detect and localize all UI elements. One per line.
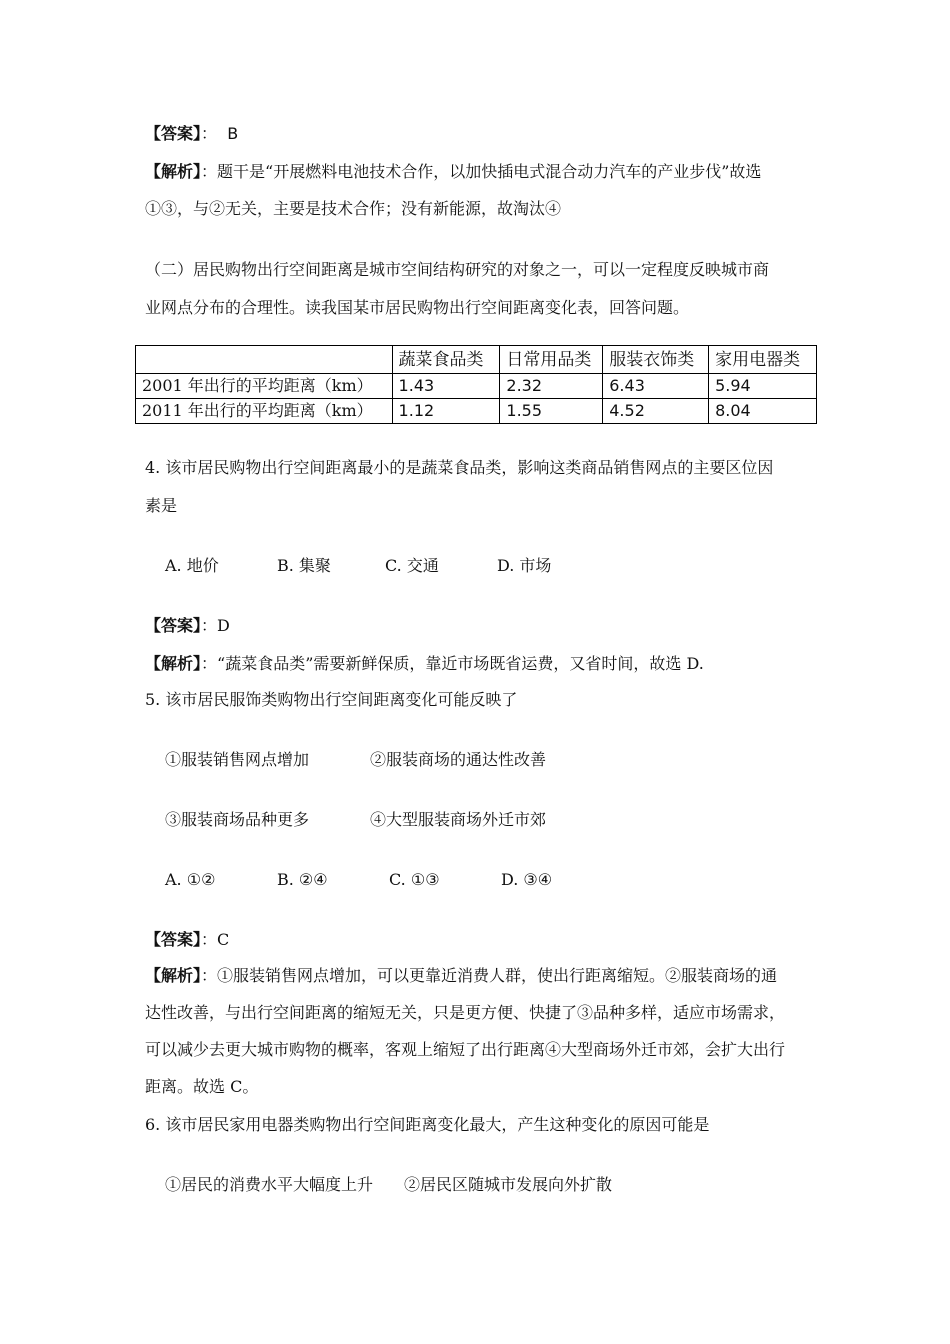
answer-label: 【答案】: [145, 616, 202, 635]
q4-stem-line2: 素是: [145, 496, 178, 515]
q5-answer: [145, 930, 229, 950]
value-cell: 6.43: [603, 374, 709, 399]
q5-item-3: ③服装商场品种更多: [165, 810, 310, 829]
q5-analysis: [145, 966, 777, 986]
answer-value: B: [227, 124, 239, 143]
header-cell: 日常用品类: [500, 346, 603, 374]
value-cell: 5.94: [709, 374, 817, 399]
value-cell: 1.43: [392, 374, 500, 399]
section-intro-line2: 业网点分布的合理性。读我国某市居民购物出行空间距离变化表，回答问题。: [145, 298, 690, 317]
header-cell: 家用电器类: [709, 346, 817, 374]
q4-answer: [145, 616, 230, 636]
answer-text: ：C: [201, 930, 230, 949]
answer-label: 【答案】: [145, 930, 202, 949]
q3-analysis-cont: ①③，与②无关，主要是技术合作；没有新能源，故淘汰④: [145, 199, 562, 218]
row-label-cell: 2011 年出行的平均距离（km）: [136, 399, 393, 424]
q5-option-a: A. ①②: [165, 870, 216, 889]
value-cell: 2.32: [500, 374, 603, 399]
q5-stem: 5. 该市居民服饰类购物出行空间距离变化可能反映了: [145, 690, 518, 709]
header-cell: 服装衣饰类: [603, 346, 709, 374]
analysis-text: ：“蔬菜食品类”需要新鲜保质，靠近市场既省运费，又省时间，故选 D.: [201, 654, 704, 673]
value-cell: 4.52: [603, 399, 709, 424]
value-cell: 1.55: [500, 399, 603, 424]
q3-answer: [145, 124, 238, 144]
header-cell: [136, 346, 393, 374]
q4-option-b: B. 集聚: [277, 556, 331, 575]
value-cell: 1.12: [392, 399, 500, 424]
distance-table: [135, 345, 817, 424]
q6-item-1: ①居民的消费水平大幅度上升: [165, 1175, 374, 1194]
q6-item-2: ②居民区随城市发展向外扩散: [404, 1175, 613, 1194]
q4-option-a: A. 地价: [165, 556, 219, 575]
q5-option-b: B. ②④: [277, 870, 328, 889]
section-intro-line1: （二）居民购物出行空间距离是城市空间结构研究的对象之一，可以一定程度反映城市商: [145, 260, 770, 279]
q5-item-1: ①服装销售网点增加: [165, 750, 310, 769]
q4-analysis: [145, 654, 704, 674]
header-cell: 蔬菜食品类: [392, 346, 500, 374]
q5-option-d: D. ③④: [501, 870, 553, 889]
answer-label: 【答案】: [145, 124, 202, 143]
table-row: [136, 374, 817, 399]
answer-text: ：D: [201, 616, 230, 635]
q4-option-c: C. 交通: [385, 556, 439, 575]
q3-analysis: [145, 162, 761, 182]
q5-item-4: ④大型服装商场外迁市郊: [370, 810, 547, 829]
row-label-cell: 2001 年出行的平均距离（km）: [136, 374, 393, 399]
table-row: [136, 399, 817, 424]
answer-separator: ：: [201, 124, 218, 143]
analysis-label: 【解析】: [145, 654, 202, 673]
q4-option-d: D. 市场: [497, 556, 552, 575]
q5-analysis-line3: 可以减少去更大城市购物的概率，客观上缩短了出行距离④大型商场外迁市郊，会扩大出行: [145, 1040, 786, 1059]
analysis-text: ：题干是“开展燃料电池技术合作，以加快插电式混合动力汽车的产业步伐”故选: [201, 162, 762, 181]
analysis-label: 【解析】: [145, 162, 202, 181]
table-header-row: [136, 346, 817, 374]
q6-stem: 6. 该市居民家用电器类购物出行空间距离变化最大，产生这种变化的原因可能是: [145, 1115, 710, 1134]
q5-analysis-line4: 距离。故选 C。: [145, 1077, 259, 1096]
analysis-text: ：①服装销售网点增加，可以更靠近消费人群，使出行距离缩短。②服装商场的通: [201, 966, 778, 985]
q4-stem-line1: 4. 该市居民购物出行空间距离最小的是蔬菜食品类，影响这类商品销售网点的主要区位因: [145, 458, 774, 477]
analysis-label: 【解析】: [145, 966, 202, 985]
q5-item-2: ②服装商场的通达性改善: [370, 750, 547, 769]
q5-analysis-line2: 达性改善，与出行空间距离的缩短无关，只是更方便、快捷了③品种多样，适应市场需求，: [145, 1003, 786, 1022]
value-cell: 8.04: [709, 399, 817, 424]
q5-option-c: C. ①③: [389, 870, 440, 889]
